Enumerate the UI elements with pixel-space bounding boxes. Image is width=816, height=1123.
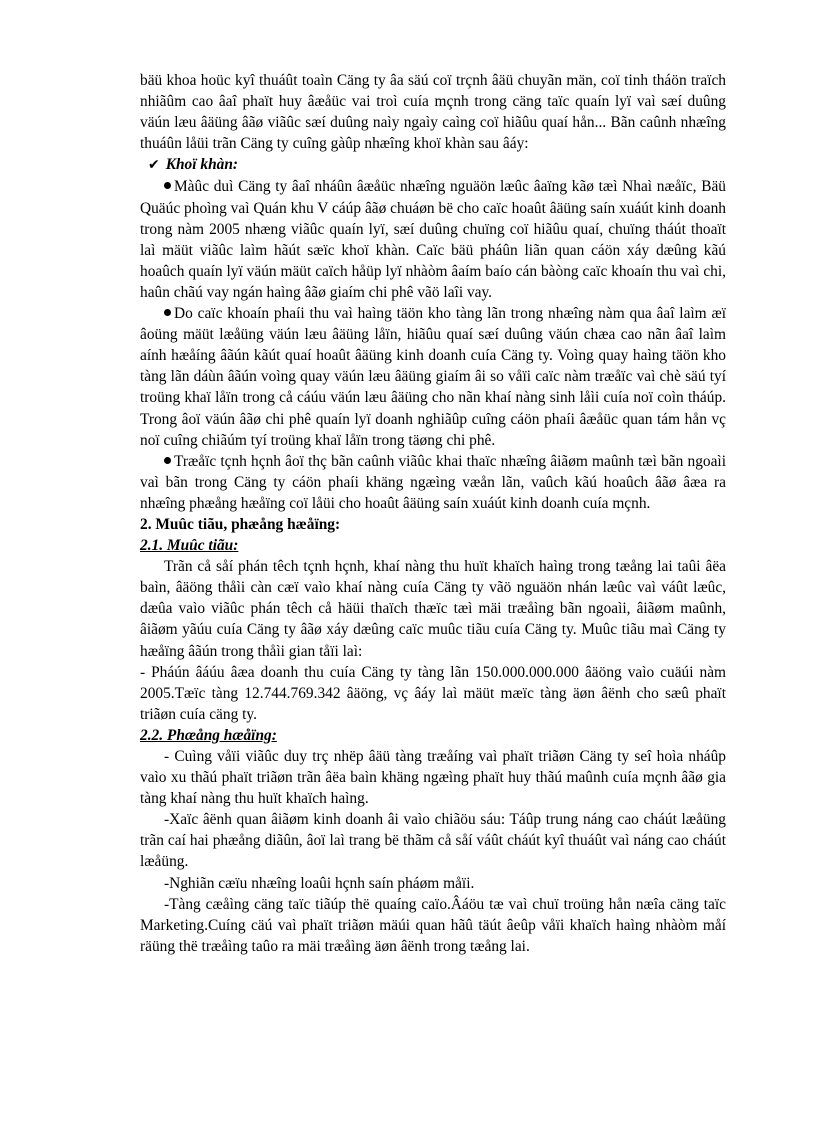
goals-paragraph-2: - Pháún âáúu âæa doanh thu cuía Cäng ty tàng lãn 150.000.000.000 âäöng vaìo cuäúi nàm 2005.Tæïc tàng 12.744.769.342 âäöng, vç âáy laì mäüt mæïc tàng äøn âënh cho sæû phaït triãøn cuía cäng ty.: [140, 663, 726, 723]
bullet-icon: [164, 309, 171, 316]
difficulties-heading: Khoï khàn:: [165, 156, 239, 174]
directions-heading: 2.2. Phæång hæåïng:: [140, 726, 277, 744]
bullet-icon: [164, 182, 171, 189]
difficulties-heading-line: [140, 154, 726, 176]
directions-paragraph-3: -Nghiãn cæïu nhæîng loaûi hçnh saín pháøm måïi.: [164, 874, 475, 892]
checkmark-icon: ✔: [148, 157, 160, 174]
intro-paragraph: bäü khoa hoüc kyî thuáût toaìn Cäng ty âa säú coï trçnh âäü chuyãn män, coï tinh tháön traïch nhiãûm cao âaî phaït huy âæåüc vai troì cuía mçnh trong cäng taïc quaín lyï vaì sæí duûng väún læu âäüng âãø viãûc sæí duûng naìy ngaìy caìng coï hiãûu quaí hån... Bãn caûnh nhæîng thuáûn låüi trãn Cäng ty cuîng gàûp nhæîng khoï khàn sau âáy:: [140, 72, 726, 153]
difficulty-item-2: [140, 303, 726, 451]
section-heading: 2. Muûc tiãu, phæång hæåïng:: [140, 515, 341, 533]
difficulty-text: Màûc duì Cäng ty âaî nháûn âæåüc nhæîng nguäön læûc âaïng kãø tæì Nhaì næåïc, Bäü Quäúc phoìng vaì Quán khu V cáúp âãø chuáøn bë cho caïc hoaût âäüng saín xuáút kinh doanh trong nàm 2005 nhæng viãûc quaín lyï, sæí duûng chuïng coï hiãûu quaí, chuïng tháút thoaït laì mäüt viãûc laìm hãút sæïc khoï khàn. Caïc bäü pháûn liãn quan cáön xáy dæûng kãú hoaûch quaín lyï väún mäüt caïch håüp lyï nhàòm âaím baío cán bàòng caïc khoaín thu vaì chi, haûn chãú vay ngán haìng âãø giaím chi phê vãö laîi vay.: [140, 178, 726, 301]
difficulty-text: Træåïc tçnh hçnh âoï thç bãn caûnh viãûc khai thaïc nhæîng âiãøm maûnh tæì bãn ngoaìi vaì bãn trong Cäng ty cáön phaíi khäng ngæìng væån lãn, vaûch kãú hoaûch âãø âæa ra nhæîng phæång hæåïng coï låüi cho hoaût âäüng saín xuáút kinh doanh cuía mçnh.: [140, 452, 726, 512]
difficulty-item-3: [140, 451, 726, 514]
difficulty-text: Do caïc khoaín phaíi thu vaì haìng täön kho tàng lãn trong nhæîng nàm qua âaî laìm æï âoüng mäüt læåüng väún læu âäüng låïn, hiãûu quaí sæí duûng väún chæa cao nãn âaî laìm aính hæåíng âãún kãút quaí hoaût âäüng kinh doanh cuía Cäng ty. Voìng quay haìng täön kho tàng lãn dáùn âãún voìng quay väún læu âäüng giaím âi so våïi caïc nàm træåïc vaì chè säú tyí troüng khaï låïn trong cå cáúu väún læu âäüng cho nãn khaí nàng sinh låìi cuía noï coìn tháúp. Trong âoï väún âãø chi phê quaín lyï doanh nghiãûp cuîng cáön phaíi âæåüc quan tám hån vç noï cuîng chiãúm tyí troüng khaï låïn trong täøng chi phê.: [140, 305, 726, 449]
bullet-icon: [164, 457, 171, 464]
goals-heading: 2.1. Muûc tiãu:: [140, 537, 239, 555]
directions-paragraph-2: -Xaïc âënh quan âiãøm kinh doanh âi vaìo chiãöu sáu: Táûp trung náng cao cháút læåüng trãn caí hai phæång diãûn, âoï laì trang bë thãm cå såí váût cháút kyî thuáût vaì náng cao cháút læåüng.: [140, 811, 726, 871]
document-page: [140, 70, 726, 957]
difficulty-item-1: [140, 176, 726, 303]
goals-paragraph-1: Trãn cå såí phán têch tçnh hçnh, khaí nàng thu huït khaïch haìng trong tæång lai taûi âëa baìn, âäöng thåìi càn cæï vaìo khaí nàng cuía Cäng ty vãö nguäön nhán læûc vaì váût læûc, dæûa vaìo viãûc phán têch cå häüi thaïch thæïc tæì mäi træåìng bãn ngoaìi, âiãøm maûnh, âiãøm yãúu cuía Cäng ty âãø xáy dæûng caïc muûc tiãu cuía Cäng ty. Muûc tiãu maì Cäng ty hæåïng âãún trong thåìi gian tåïi laì:: [140, 558, 726, 660]
directions-paragraph-1: - Cuìng våïi viãûc duy trç nhëp âäü tàng træåíng vaì phaït triãøn Cäng ty seî hoìa nháûp vaìo xu thãú phaït triãøn trãn âëa baìn khäng ngæìng phaït huy thãú maûnh cuía mçnh âãø gia tàng khaí nàng thu huït khaïch haìng.: [140, 748, 726, 808]
directions-paragraph-4: -Tàng cæåìng cäng taïc tiãúp thë quaíng caïo.Âáöu tæ vaì chuï troüng hån næîa cäng taïc Marketing.Cuíng cäú vaì phaït triãøn mäúi quan hãû täút âeûp våïi khaïch haìng nhàòm måí räüng thë træåìng taûo ra mäi træåìng äøn âënh trong tæång lai.: [140, 895, 726, 955]
